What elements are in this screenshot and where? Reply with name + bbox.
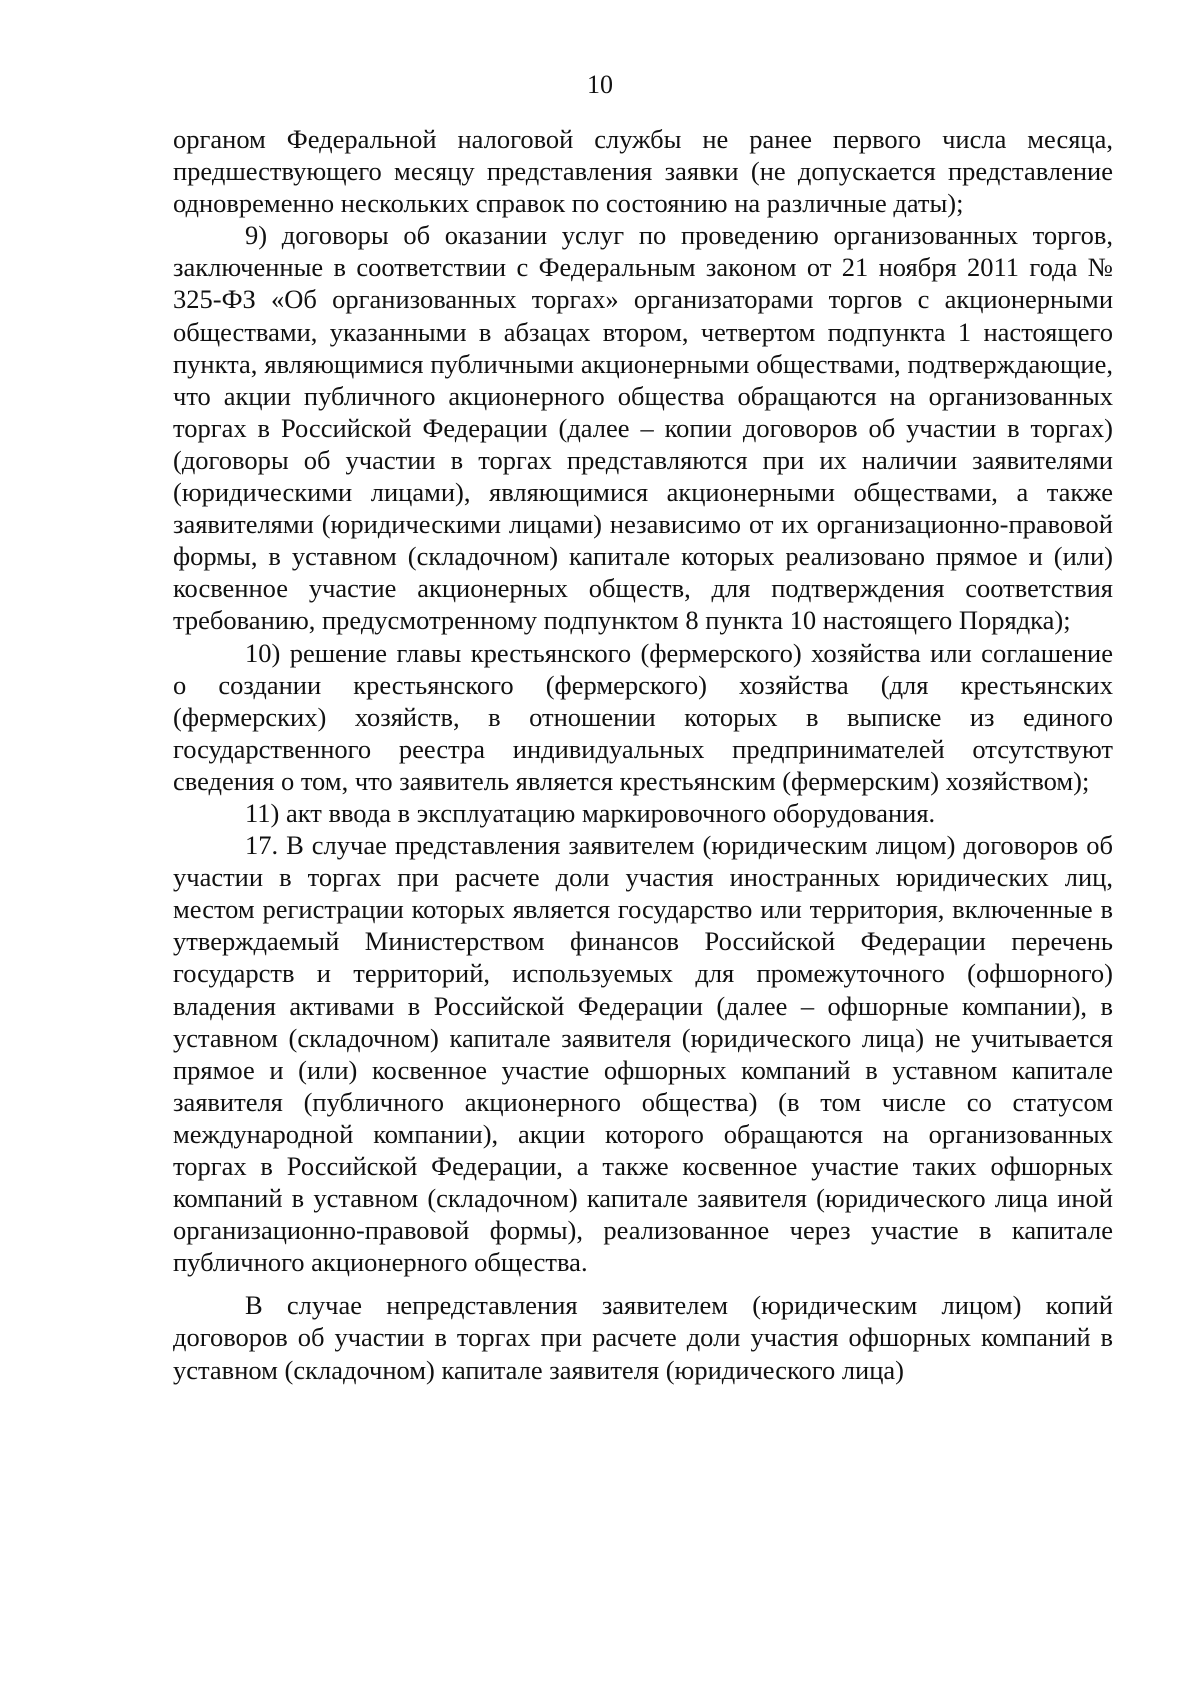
paragraph-clause-17-continued: В случае непредставления заявителем (юридическим лицом) копий договоров об участии в торгах при расчете доли участия офшорных компаний в уставном (складочном) капитале заявителя (юридического лица)	[173, 1290, 1113, 1385]
paragraph-item-11: 11) акт ввода в эксплуатацию маркировочного оборудования.	[245, 797, 936, 828]
paragraph-clause-17: 17. В случае представления заявителем (юридическим лицом) договоров об участии в торгах при расчете доли участия иностранных юридических лиц, местом регистрации которых является государство или территория, включенные в утверждаемый Министерством финансов Российской Федерации перечень государств и территорий, используемых для промежуточного (офшорного) владения активами в Российской Федерации (далее – офшорные компании), в уставном (складочном) капитале заявителя (юридического лица) не учитывается прямое и (или) косвенное участие офшорных компаний в уставном капитале заявителя (публичного акционерного общества) (в том числе со статусом международной компании), акции которого обращаются на организованных торгах в Российской Федерации, а также косвенное участие таких офшорных компаний в уставном (складочном) капитале заявителя (юридического лица иной организационно-правовой формы), реализованное через участие в капитале публичного акционерного общества.	[173, 830, 1113, 1278]
paragraph-item-10: 10) решение главы крестьянского (фермерского) хозяйства или соглашение о создании крестьянского (фермерского) хозяйства (для крестьянских (фермерских) хозяйств, в отношении которых в выписке из единого государственного реестра индивидуальных предпринимателей отсутствуют сведения о том, что заявитель является крестьянским (фермерским) хозяйством);	[173, 637, 1113, 796]
document-body	[173, 123, 1113, 1386]
page-number: 10	[587, 70, 613, 99]
paragraph-continuation: органом Федеральной налоговой службы не ранее первого числа месяца, предшествующего месяцу представления заявки (не допускается представление одновременно нескольких справок по состоянию на различные даты);	[173, 124, 1113, 219]
paragraph-item-9: 9) договоры об оказании услуг по проведению организованных торгов, заключенные в соответствии с Федеральным законом от 21 ноября 2011 года № 325-ФЗ «Об организованных торгах» организаторами торгов с акционерными обществами, указанными в абзацах втором, четвертом подпункта 1 настоящего пункта, являющимися публичными акционерными обществами, подтверждающие, что акции публичного акционерного общества обращаются на организованных торгах в Российской Федерации (далее – копии договоров об участии в торгах) (договоры об участии в торгах представляются при их наличии заявителями (юридическими лицами), являющимися акционерными обществами, а также заявителями (юридическими лицами) независимо от их организационно-правовой формы, в уставном (складочном) капитале которых реализовано прямое и (или) косвенное участие акционерных обществ, для подтверждения соответствия требованию, предусмотренному подпунктом 8 пункта 10 настоящего Порядка);	[173, 220, 1113, 636]
